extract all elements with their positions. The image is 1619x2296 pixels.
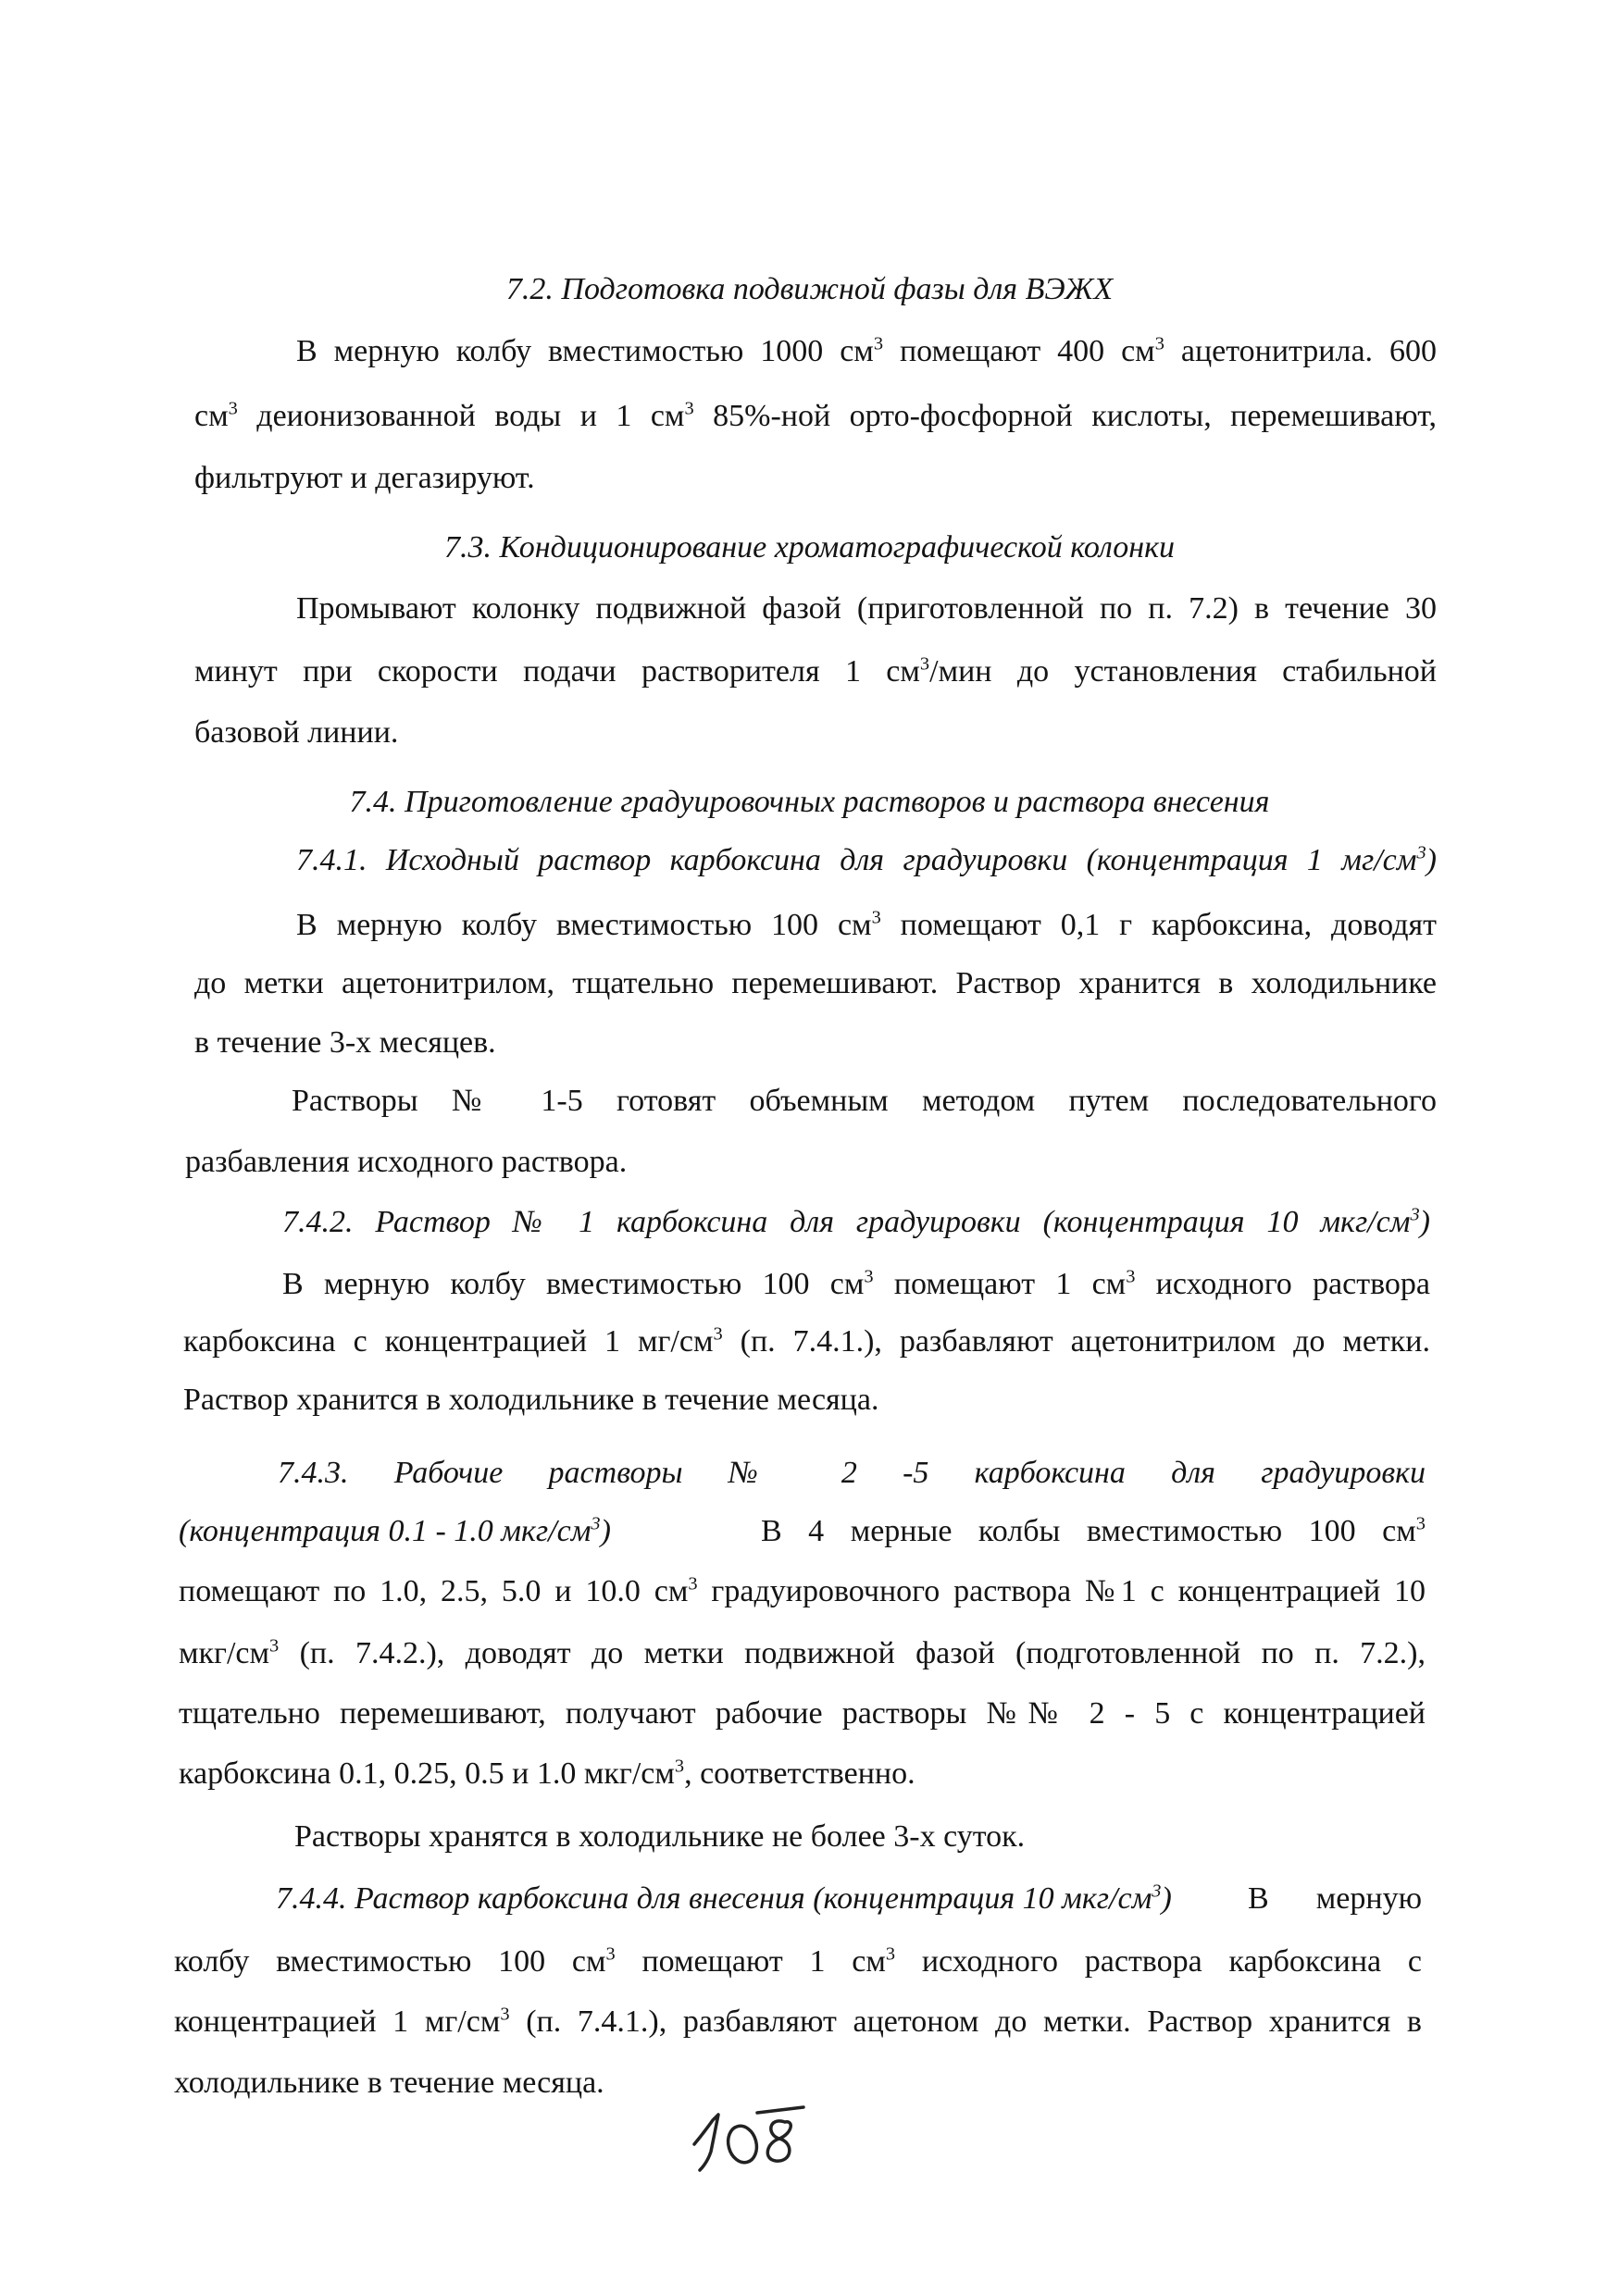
- section-7-2-title: 7.2. Подготовка подвижной фазы для ВЭЖХ: [505, 272, 1114, 306]
- section-7-2-line-2: $см^3$ деионизованной воды и 1 $см^3$ 85%-ной орто-фосфорной кислоты, перемешивают,: [194, 398, 1437, 433]
- section-7-4-3-line-6: Растворы хранятся в холодильнике не более 3-х суток.: [294, 1819, 1026, 1854]
- section-7-4-2-line-2: карбоксина с концентрацией 1 $мг/см^3$ (п. 7.4.1.), разбавляют ацетонитрилом до метки.: [183, 1323, 1430, 1359]
- section-7-4-4-title: 7.4.4. Раствор карбоксина для внесения (концентрация 10 мкг/$см^3$): [276, 1880, 1172, 1916]
- section-7-4-4-line-3: концентрацией 1 $мг/см^3$ (п. 7.4.1.), разбавляют ацетоном до метки. Раствор хранится в: [174, 2004, 1422, 2039]
- section-7-4-1-line-3: в течение 3-х месяцев.: [194, 1025, 496, 1060]
- section-7-4-3-line-4: тщательно перемешивают, получают рабочие растворы №№ 2 - 5 с концентрацией: [179, 1696, 1426, 1731]
- section-7-4-2-line-1: В мерную колбу вместимостью 100 $см^3$ помещают 1 $см^3$ исходного раствора: [282, 1266, 1431, 1301]
- section-7-4-1-title: 7.4.1. Исходный раствор карбоксина для градуировки (концентрация 1 $мг/см^3$): [296, 842, 1437, 877]
- section-7-3-title: 7.3. Кондиционирование хроматографической колонки: [444, 530, 1175, 565]
- section-7-4-3-line-1: В 4 мерные колбы вместимостью 100 $см^3$: [761, 1513, 1426, 1548]
- section-7-3-line-1: Промывают колонку подвижной фазой (приготовленной по п. 7.2) в течение 30: [296, 591, 1437, 626]
- section-7-3-line-3: базовой линии.: [194, 715, 399, 750]
- section-7-4-4-line-1: В мерную: [1248, 1881, 1422, 1916]
- section-7-4-4-line-2: колбу вместимостью 100 $см^3$ помещают 1 $см^3$ исходного раствора карбоксина с: [174, 1943, 1422, 1979]
- section-7-4-2-line-3: Раствор хранится в холодильнике в течение месяца.: [183, 1383, 879, 1417]
- section-7-4-4-line-4: холодильнике в течение месяца.: [174, 2066, 604, 2100]
- section-7-4-1-line-4: Растворы № 1-5 готовят объемным методом путем последовательного: [292, 1084, 1437, 1118]
- section-7-4-3-line-2: помещают по 1.0, 2.5, 5.0 и 10.0 $см^3$ градуировочного раствора №1 с концентрацией 10: [179, 1573, 1426, 1608]
- section-7-2-line-1: В мерную колбу вместимостью 1000 $см^3$ помещают 400 $см^3$ ацетонитрила. 600: [296, 333, 1437, 368]
- section-7-4-3-line-3: мкг/$см^3$ (п. 7.4.2.), доводят до метки подвижной фазой (подготовленной по п. 7.2.),: [179, 1635, 1426, 1670]
- section-7-4-1-line-1: В мерную колбу вместимостью 100 $см^3$ помещают 0,1 г карбоксина, доводят: [296, 907, 1437, 942]
- section-7-4-1-line-2: до метки ацетонитрилом, тщательно перемешивают. Раствор хранится в холодильнике: [194, 966, 1437, 1000]
- page-number-handwritten: [685, 2096, 815, 2179]
- section-7-4-3-title-1: 7.4.3. Рабочие растворы № 2 -5 карбоксина для градуировки: [278, 1456, 1426, 1490]
- section-7-4-3-title-2: (концентрация 0.1 - 1.0 мкг/$см^3$): [179, 1513, 611, 1548]
- section-7-3-line-2: минут при скорости подачи растворителя 1 $см^3$/мин до установления стабильной: [194, 653, 1437, 689]
- section-7-4-3-line-5: карбоксина 0.1, 0.25, 0.5 и 1.0 мкг/$см^3$, соответственно.: [179, 1756, 915, 1791]
- section-7-4-title: 7.4. Приготовление градуировочных растворов и раствора внесения: [349, 785, 1270, 819]
- section-7-4-1-line-5: разбавления исходного раствора.: [185, 1145, 628, 1179]
- section-7-2-line-3: фильтруют и дегазируют.: [194, 461, 535, 495]
- section-7-4-2-title: 7.4.2. Раствор № 1 карбоксина для градуировки (концентрация 10 мкг/$см^3$): [282, 1204, 1430, 1239]
